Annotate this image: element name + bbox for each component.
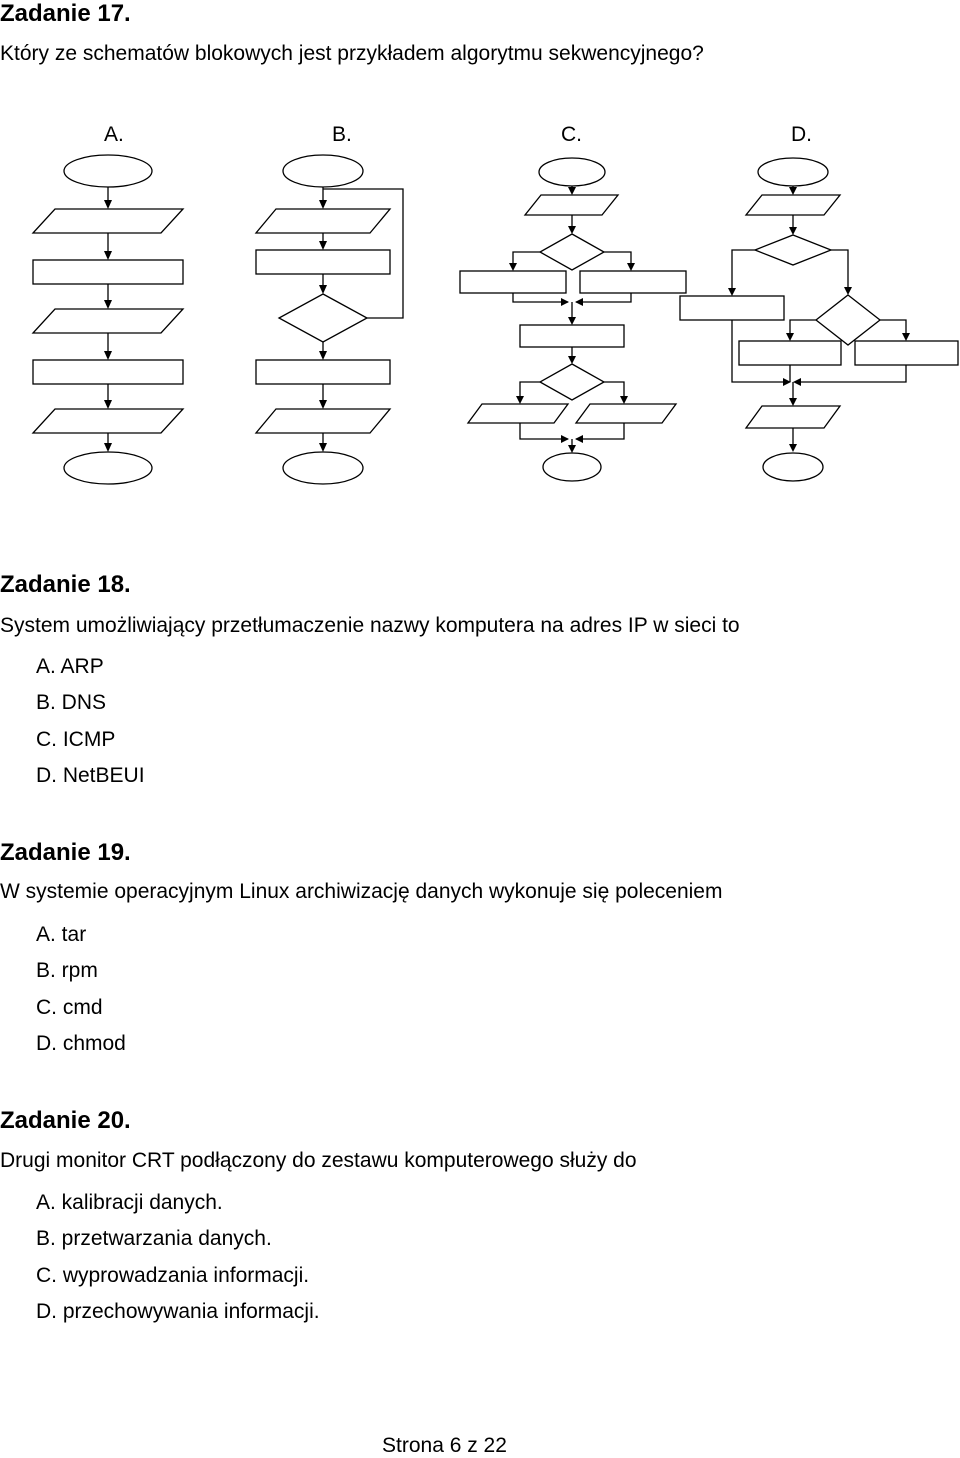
task17-heading: Zadanie 17.: [0, 0, 131, 27]
flowchart-c-decision: [540, 364, 604, 400]
flowcharts-figure: [0, 150, 960, 490]
flowchart-c-branch-right: [604, 382, 624, 398]
flowchart-c-arrow: [627, 263, 635, 271]
flowchart-c-decision: [540, 234, 604, 270]
flowchart-b-arrow: [319, 285, 327, 294]
task19-option-c: C. cmd: [36, 996, 103, 1019]
flowchart-c-arrow: [568, 226, 576, 234]
flowchart-d-io-block: [746, 195, 840, 215]
task18-option-a: A. ARP: [36, 655, 104, 678]
flowchart-c-io-block: [525, 195, 618, 215]
flowchart-c-start-terminal: [539, 158, 605, 186]
flowchart-d-arrow: [902, 333, 910, 341]
flowchart-b-io-block: [256, 209, 390, 233]
flowchart-c-arrow: [516, 396, 524, 404]
flowchart-d: [680, 158, 958, 481]
task20-option-d: D. przechowywania informacji.: [36, 1300, 320, 1323]
flowchart-d-arrow: [793, 378, 801, 386]
flowchart-d-merge-right: [800, 365, 906, 382]
flowchart-b-arrow: [319, 351, 327, 360]
task19-question: W systemie operacyjnym Linux archiwizację danych wykonuje się poleceniem: [0, 880, 723, 903]
task18-option-b: B. DNS: [36, 691, 107, 714]
flowchart-c-arrow: [568, 445, 576, 453]
flowchart-c: [460, 158, 686, 481]
task20-option-a: A. kalibracji danych.: [36, 1191, 223, 1214]
task20-heading: Zadanie 20.: [0, 1107, 131, 1134]
flowchart-b-process-block: [256, 360, 390, 384]
flowchart-b: [256, 155, 403, 484]
flowchart-c-arrow: [568, 356, 576, 364]
flowchart-c-arrow: [568, 317, 576, 325]
flowchart-a-arrow: [104, 251, 112, 260]
flowchart-c-arrow: [561, 435, 569, 443]
flowchart-a-arrow: [104, 351, 112, 360]
flowchart-a-io-block: [33, 309, 183, 333]
flowchart-c-merge-right: [576, 423, 624, 439]
flowchart-d-arrow: [789, 187, 797, 195]
flowchart-d-end-terminal: [763, 453, 823, 481]
task19-option-d: D. chmod: [36, 1032, 126, 1055]
flowchart-c-merge-left: [513, 293, 568, 302]
flowchart-c-merge-left: [520, 423, 568, 439]
flowchart-c-branch-right: [604, 252, 631, 265]
flowchart-b-arrow: [319, 200, 327, 209]
flowchart-d-branch-right: [880, 320, 906, 335]
flowchart-c-branch-left: [513, 252, 540, 265]
task18-option-d: D. NetBEUI: [36, 764, 145, 787]
flowchart-c-merge-right: [576, 293, 631, 302]
flowchart-d-branch-left: [732, 250, 755, 290]
flowchart-c-process-block: [520, 325, 624, 347]
task19-heading: Zadanie 19.: [0, 839, 131, 866]
task18-heading: Zadanie 18.: [0, 571, 131, 598]
flowchart-c-arrow: [575, 298, 583, 306]
flowchart-d-start-terminal: [758, 158, 828, 186]
flowchart-d-branch-left: [790, 320, 816, 335]
flowchart-b-label: B.: [332, 123, 352, 146]
flowchart-c-arrow: [509, 263, 517, 271]
flowchart-a-arrow: [104, 443, 112, 452]
flowchart-d-label: D.: [791, 123, 812, 146]
flowchart-a-label: A.: [104, 123, 124, 146]
flowchart-b-arrow: [319, 443, 327, 452]
flowchart-d-branch-right: [831, 250, 848, 289]
flowchart-d-arrow: [789, 227, 797, 235]
flowchart-d-arrow: [789, 398, 797, 406]
flowchart-a-io-block: [33, 209, 183, 233]
flowchart-a-end-terminal: [64, 452, 152, 484]
flowchart-c-process-block-right: [580, 271, 686, 293]
flowchart-d-io-block: [746, 406, 840, 428]
task19-option-b: B. rpm: [36, 959, 98, 982]
flowchart-d-process-block-left: [739, 341, 841, 365]
flowchart-c-end-terminal: [543, 453, 601, 481]
flowchart-b-end-terminal: [283, 452, 363, 484]
flowchart-c-io-block-left: [468, 404, 568, 423]
flowchart-c-label: C.: [561, 123, 582, 146]
task19-option-a: A. tar: [36, 923, 87, 946]
flowchart-c-arrow: [620, 396, 628, 404]
task17-question: Który ze schematów blokowych jest przykładem algorytmu sekwencyjnego?: [0, 42, 704, 65]
task20-question: Drugi monitor CRT podłączony do zestawu komputerowego służy do: [0, 1149, 637, 1172]
flowchart-d-arrow: [844, 287, 852, 295]
flowchart-a-start-terminal: [64, 155, 152, 187]
flowchart-d-decision: [755, 235, 831, 265]
flowchart-a-process-block: [33, 260, 183, 284]
task20-option-b: B. przetwarzania danych.: [36, 1227, 272, 1250]
flowchart-d-decision: [816, 295, 880, 345]
flowchart-d-arrow: [789, 444, 797, 452]
flowchart-d-arrow: [786, 333, 794, 341]
flowchart-c-branch-left: [520, 382, 540, 398]
flowchart-b-io-block: [256, 409, 390, 433]
flowchart-c-io-block-right: [576, 404, 676, 423]
flowchart-b-decision: [279, 294, 367, 342]
flowchart-c-arrow: [561, 298, 569, 306]
flowchart-d-process-block-right: [855, 341, 958, 365]
flowchart-c-process-block-left: [460, 271, 566, 293]
flowchart-b-start-terminal: [283, 155, 363, 187]
task18-option-c: C. ICMP: [36, 728, 116, 751]
task20-option-c: C. wyprowadzania informacji.: [36, 1264, 310, 1287]
flowchart-a: [33, 155, 183, 484]
flowchart-a-process-block: [33, 360, 183, 384]
flowchart-a-arrow: [104, 200, 112, 209]
flowchart-c-arrow: [575, 435, 583, 443]
flowchart-c-arrow: [568, 187, 576, 195]
flowchart-a-io-block: [33, 409, 183, 433]
flowchart-b-process-block: [256, 250, 390, 274]
flowchart-a-arrow: [104, 400, 112, 409]
flowchart-b-arrow: [319, 400, 327, 409]
flowchart-a-arrow: [104, 300, 112, 309]
flowchart-b-arrow: [319, 241, 327, 250]
flowchart-d-process-block: [680, 296, 784, 320]
task18-question: System umożliwiający przetłumaczenie nazwy komputera na adres IP w sieci to: [0, 614, 740, 637]
page-number: Strona 6 z 22: [382, 1434, 507, 1457]
flowchart-d-arrow: [728, 288, 736, 296]
